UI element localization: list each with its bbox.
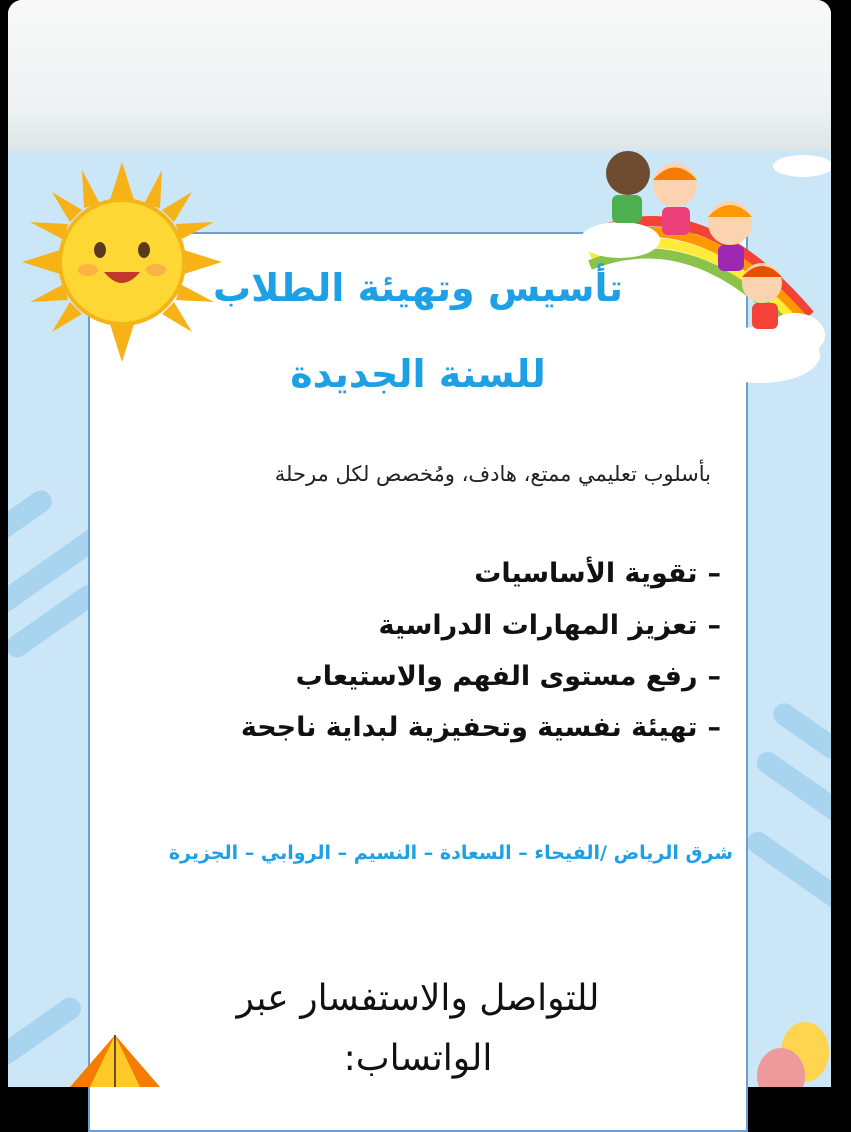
poster-title-line2: للسنة الجديدة [290,352,546,396]
bullet-dash: – [707,712,721,743]
bullet-item [296,661,721,692]
bullet-item [378,610,721,641]
bullet-dash: – [707,661,721,692]
kite-icon [70,1035,160,1087]
service-areas: شرق الرياض /الفيحاء – السعادة – النسيم – الروابي – الجزيرة [168,842,733,864]
background-stripe [753,748,831,835]
bullet-dash: – [707,610,721,641]
background-stripe [769,699,831,763]
top-bar [8,0,831,150]
bullet-dash: – [707,558,721,589]
bullet-text: تعزيز المهارات الدراسية [378,610,698,641]
poster-subtitle: بأسلوب تعليمي ممتع، هادف، ومُخصص لكل مرحلة [274,462,711,486]
balloons-icon [755,1020,831,1087]
background-stripe [8,486,56,556]
bullet-item [474,558,721,589]
background-stripe [743,828,831,915]
poster-title-line1: تأسيس وتهيئة الطلاب [213,266,623,310]
bullet-item [241,712,721,743]
contact-line2: الواتساب: [343,1038,493,1079]
bullet-text: تهيئة نفسية وتحفيزية لبداية ناجحة [240,712,698,743]
bullet-text: تقوية الأساسيات [474,558,698,589]
bullet-text: رفع مستوى الفهم والاستيعاب [295,661,698,692]
contact-line1: للتواصل والاستفسار عبر [236,978,600,1019]
sun-icon [22,162,222,362]
